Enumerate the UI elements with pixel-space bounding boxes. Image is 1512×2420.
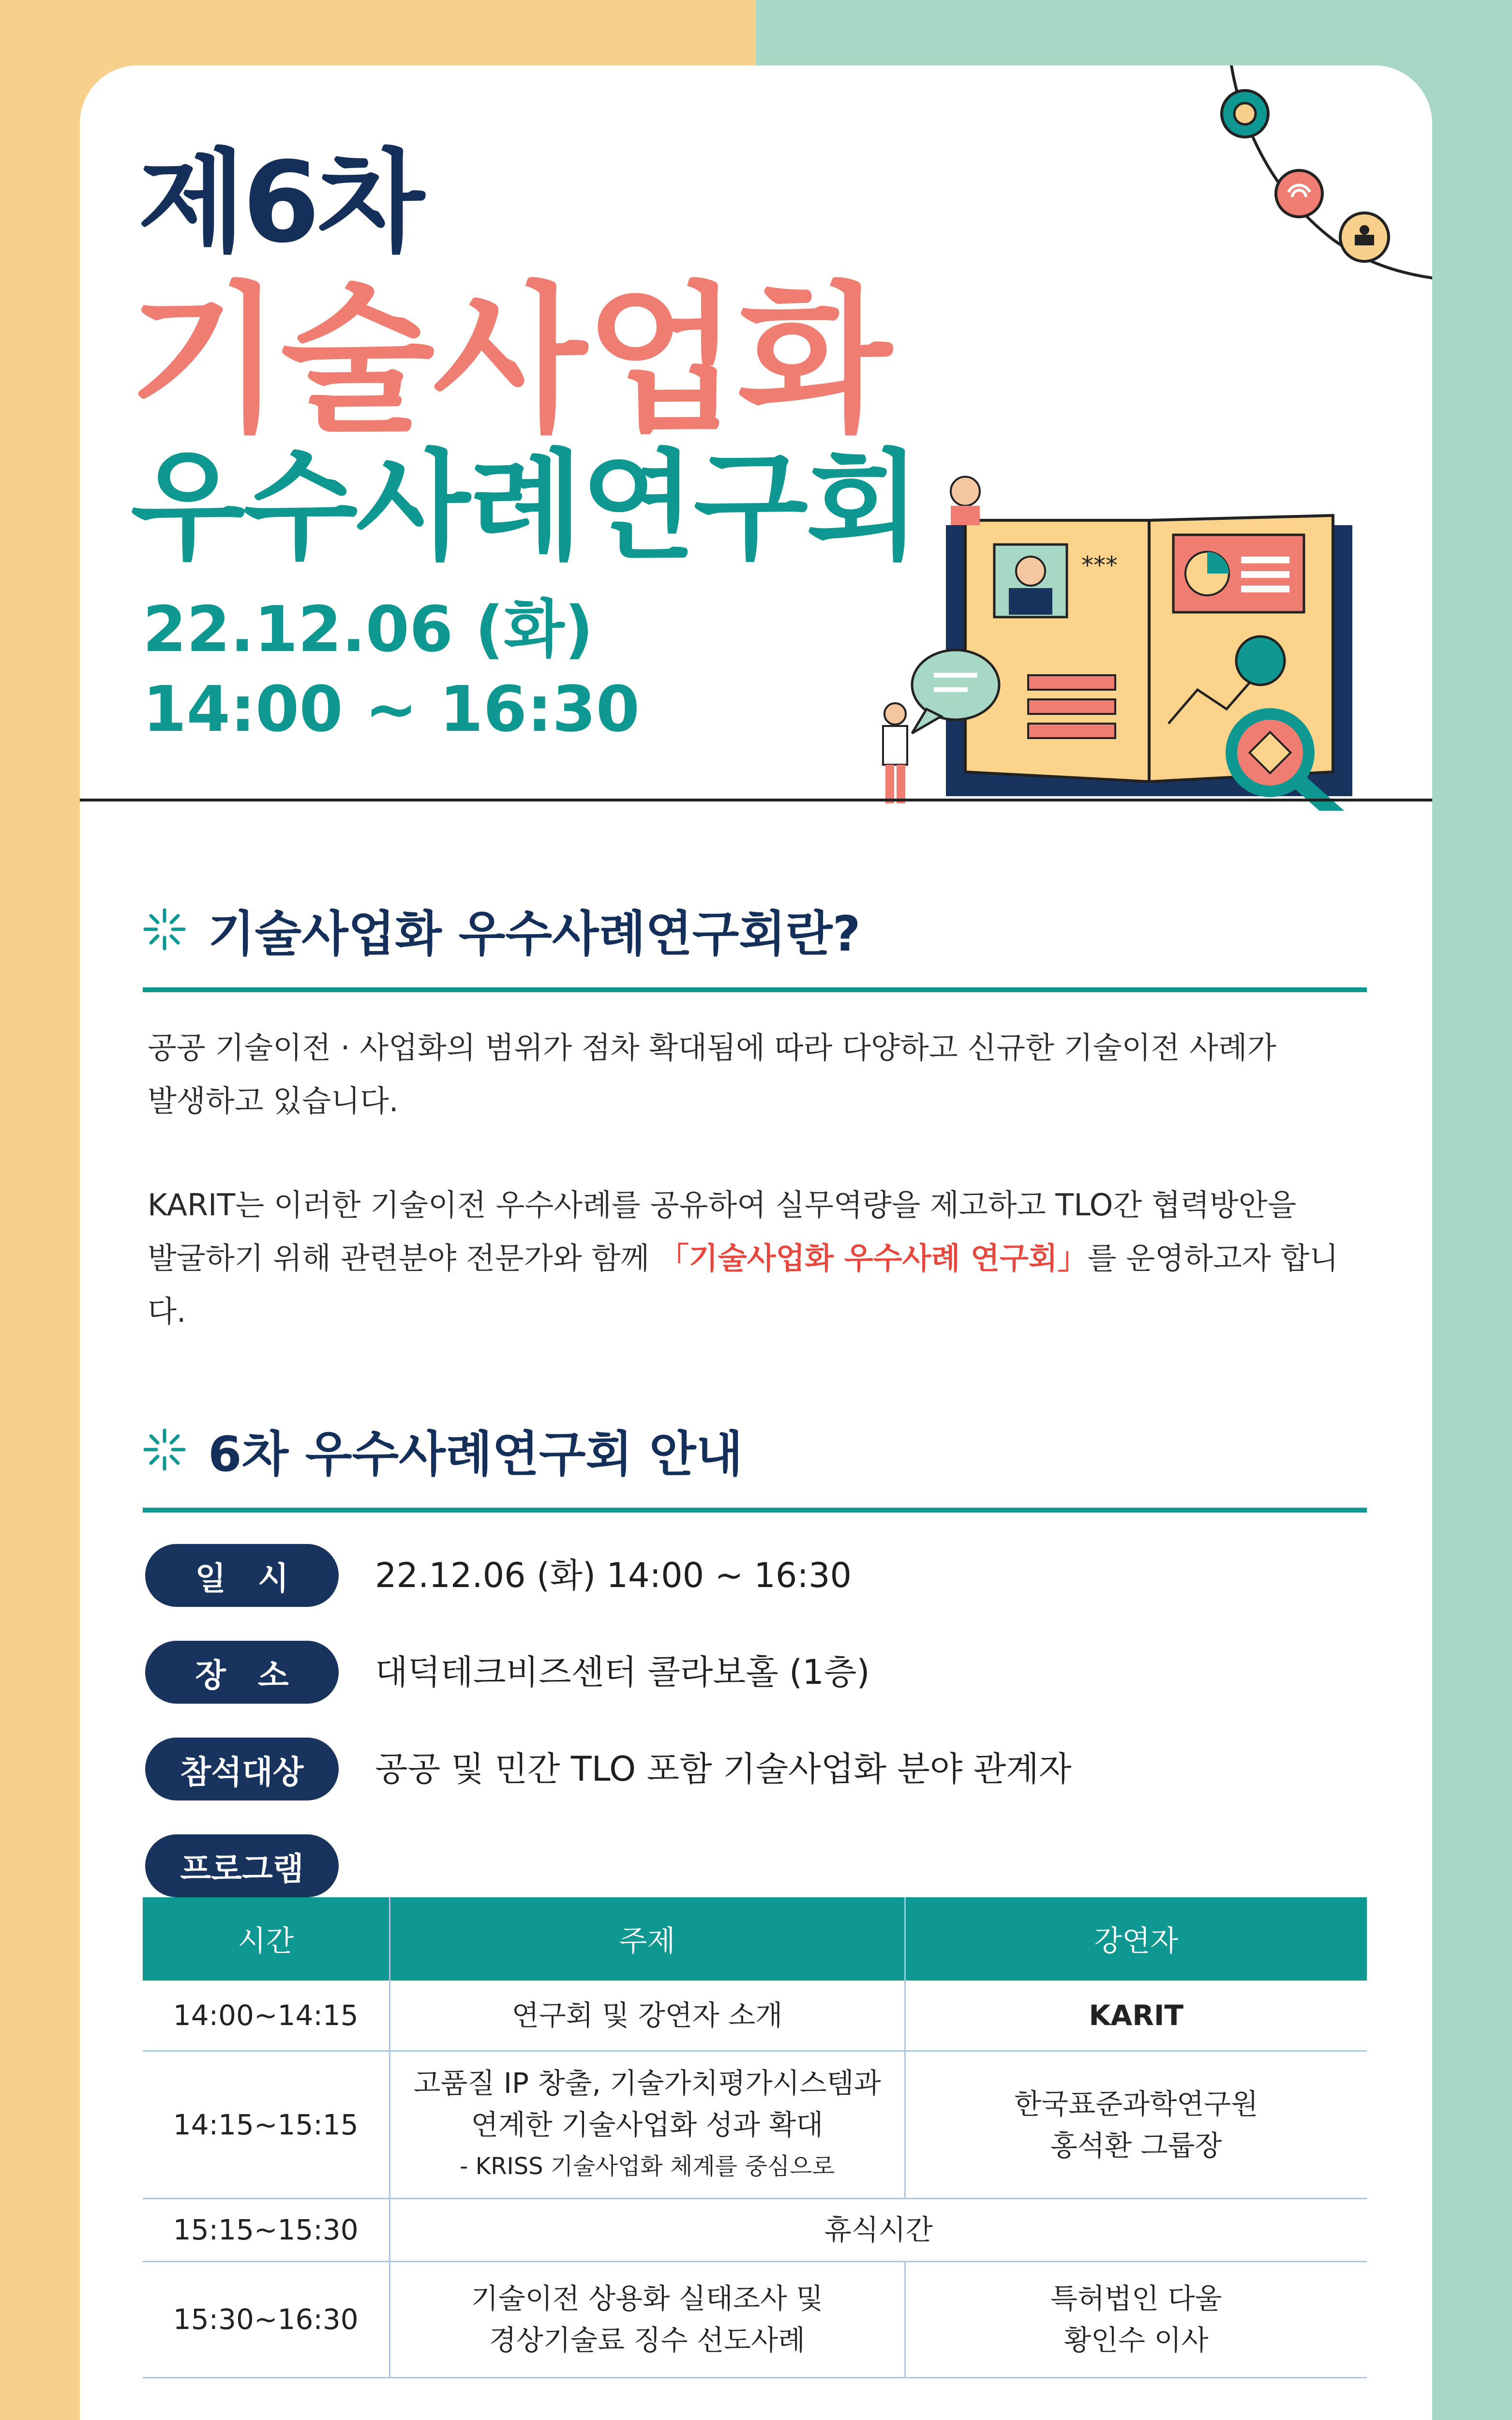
header-speaker: 강연자 bbox=[905, 1897, 1367, 1981]
highlight-event-name: 「기술사업화 우수사례 연구회」 bbox=[659, 1240, 1088, 1276]
section-heading-guide: 6차 우수사례연구회 안내 bbox=[208, 1426, 743, 1482]
label-audience: 참석대상 bbox=[145, 1738, 339, 1800]
table-row: 14:15~15:15 고품질 IP 창출, 기술가치평가시스템과 연계한 기술사업화 성과 확대 - KRISS 기술사업화 체계를 중심으로 한국표준과학연구원 홍석환 그룹장 bbox=[143, 2051, 1367, 2198]
svg-text:***: *** bbox=[1081, 551, 1118, 579]
section-heading-about: 기술사업화 우수사례연구회란? bbox=[208, 906, 861, 962]
section-underline bbox=[143, 1508, 1367, 1512]
header-time: 시간 bbox=[143, 1897, 389, 1981]
header-topic: 주제 bbox=[389, 1897, 905, 1981]
label-datetime: 일 시 bbox=[145, 1544, 339, 1607]
value-audience: 공공 및 민간 TLO 포함 기술사업화 분야 관계자 bbox=[375, 1749, 1072, 1789]
title-main: 기술사업화 bbox=[128, 268, 890, 454]
title-session-number: 제6차 bbox=[138, 138, 422, 268]
table-row: 15:30~16:30 기술이전 상용화 실태조사 및 경상기술료 징수 선도사례 특허법인 다울 황인수 이사 bbox=[143, 2261, 1367, 2377]
value-datetime: 22.12.06 (화) 14:00 ~ 16:30 bbox=[375, 1556, 852, 1595]
person-illustration bbox=[868, 636, 1023, 811]
table-row: 14:00~14:15 연구회 및 강연자 소개 KARIT bbox=[143, 1981, 1367, 2051]
event-date: 22.12.06 (화) bbox=[143, 592, 594, 666]
value-venue: 대덕테크비즈센터 콜라보홀 (1층) bbox=[375, 1652, 870, 1692]
label-venue: 장 소 bbox=[145, 1641, 339, 1704]
section-underline bbox=[143, 987, 1367, 992]
header-divider bbox=[80, 799, 1432, 802]
event-time: 14:00 ~ 16:30 bbox=[143, 672, 640, 746]
sparkle-icon bbox=[143, 908, 186, 951]
title-sub: 우수사례연구회 bbox=[131, 438, 919, 576]
poster-card bbox=[80, 65, 1432, 2420]
decorative-icon-cluster bbox=[1173, 65, 1432, 307]
table-row: 15:15~15:30 휴식시간 bbox=[143, 2198, 1367, 2261]
sparkle-icon bbox=[143, 1428, 186, 1471]
about-paragraph-1: 공공 기술이전 · 사업화의 범위가 점차 확대됨에 따라 다양하고 신규한 기술이전 사례가 발생하고 있습니다. bbox=[148, 1030, 1276, 1119]
label-program: 프로그램 bbox=[145, 1834, 339, 1897]
program-table bbox=[143, 1897, 1367, 2378]
table-header-row bbox=[143, 1897, 1367, 1981]
about-paragraph-2: KARIT는 이러한 기술이전 우수사례를 공유하여 실무역량을 제고하고 TLO간 협력방안을 발굴하기 위해 관련분야 전문가와 함께 「기술사업화 우수사례 연구회」를 운영하고자 합니다. bbox=[148, 1187, 1339, 1329]
